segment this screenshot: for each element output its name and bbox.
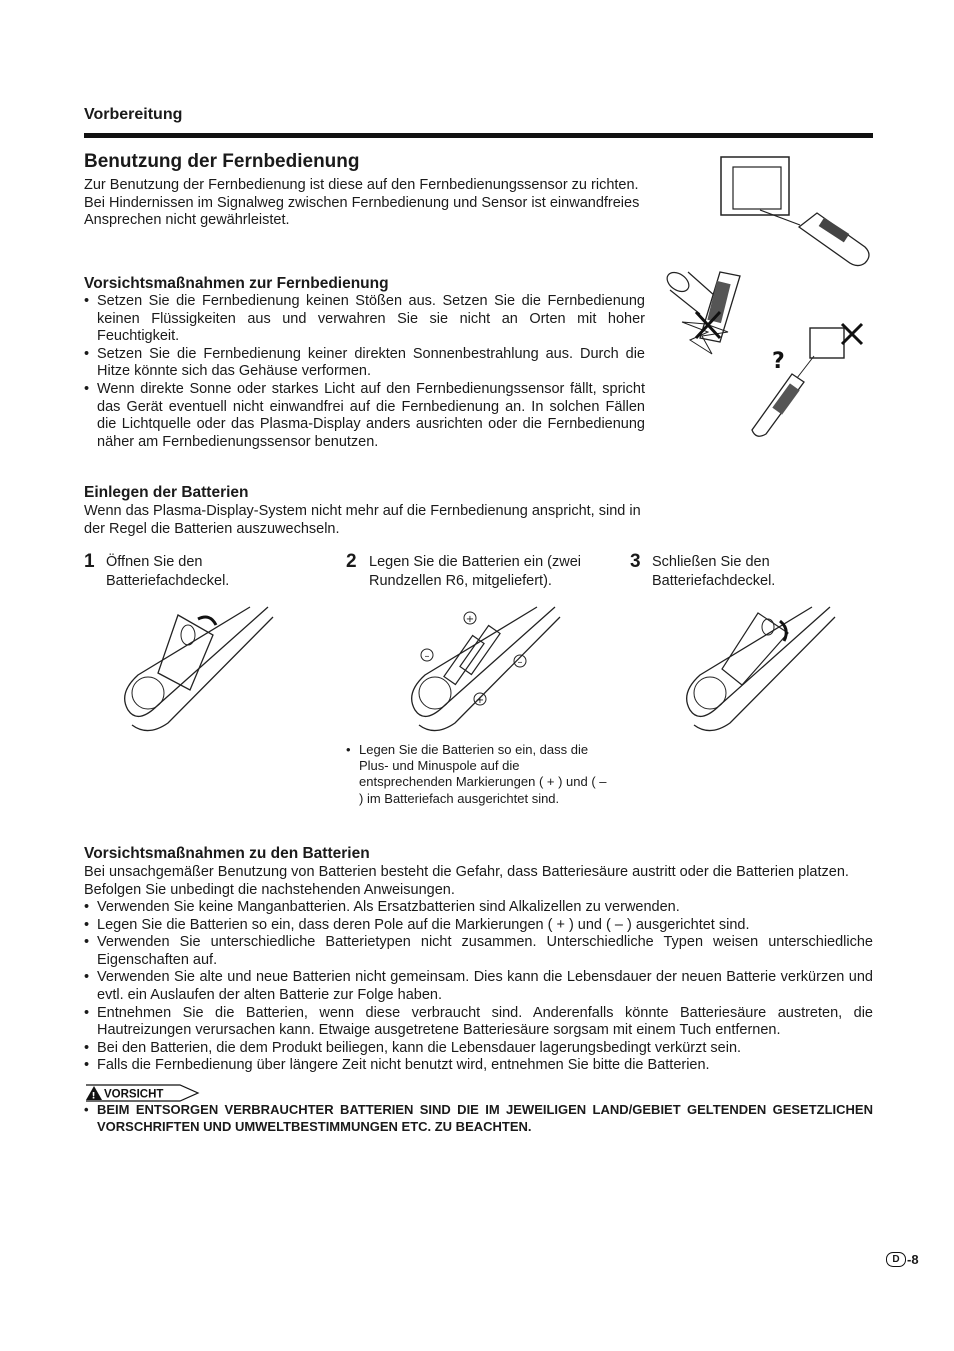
- step-text-2: Legen Sie die Batterien ein (zwei Rundzellen R6, mitgeliefert).: [369, 554, 581, 589]
- plus-mark: +: [475, 695, 485, 706]
- page-number: [886, 1252, 919, 1267]
- list-item: • Falls die Fernbedienung über längere Zeit nicht benutzt wird, entnehmen Sie bitte die Batterien.: [84, 1057, 873, 1075]
- step-number-2: 2: [346, 551, 357, 572]
- intro-text: Zur Benutzung der Fernbedienung ist diese auf den Fernbedienungssensor zu richten. Bei Hindernissen im Signalweg zwischen Fernbedienung und Sensor ist einwandfreies Ansprechen nicht gewährleistet.: [84, 177, 640, 229]
- list-item: • Bei den Batterien, die dem Produkt beiliegen, kann die Lebensdauer lagerungsbedingt verkürzt sein.: [84, 1040, 873, 1058]
- battery-insert-heading: Einlegen der Batterien: [84, 484, 249, 501]
- list-item: • Entnehmen Sie die Batterien, wenn diese verbraucht sind. Anderenfalls könnte Batteriesäure austreten, die Hautreizungen verursachen kann. Etwaige ausgetretene Batteriesäure sorgsam mit einem Tuch entfernen.: [84, 1005, 873, 1040]
- question-mark: ?: [772, 349, 785, 374]
- plus-mark: +: [465, 614, 475, 625]
- section-label: Vorbereitung: [84, 106, 183, 123]
- list-item: • Verwenden Sie unterschiedliche Batterietypen nicht zusammen. Unterschiedliche Typen weisen unterschiedliche Eigenschaften auf.: [84, 934, 873, 969]
- remote-sunlight-illustration: [752, 318, 872, 438]
- remote-precautions-list: [84, 293, 645, 451]
- remote-aim-illustration: [715, 155, 875, 270]
- list-item: • Legen Sie die Batterien so ein, dass deren Pole auf die Markierungen ( + ) und ( – ) ausgerichtet sind.: [84, 917, 873, 935]
- remote-insert-battery-illustration: [405, 605, 570, 740]
- step-number-3: 3: [630, 551, 641, 572]
- battery-note: [346, 742, 608, 807]
- header-rule: [84, 133, 873, 138]
- remote-damage-illustration: [660, 262, 760, 362]
- battery-precautions-intro: Bei unsachgemäßer Benutzung von Batterien besteht die Gefahr, dass Batteriesäure austritt oder die Batterien platzen. Befolgen Sie unbedingt die nachstehenden Anweisungen.: [84, 864, 849, 898]
- list-item: • Verwenden Sie alte und neue Batterien nicht gemeinsam. Dies kann die Lebensdauer der neuen Batterie verkürzen und evtl. ein Auslaufen der alten Batterie zur Folge haben.: [84, 969, 873, 1004]
- list-item: • Setzen Sie die Fernbedienung keinen Stößen aus. Setzen Sie die Fernbedienung keinen Flüssigkeiten aus und verwahren Sie sie nicht an Orten mit hoher Feuchtigkeit.: [84, 293, 645, 346]
- page-title: Benutzung der Fernbedienung: [84, 151, 360, 172]
- remote-close-cover-illustration: [680, 605, 845, 740]
- step-text-1: Öffnen Sie den Batteriefachdeckel.: [106, 554, 230, 589]
- caution-list: [84, 1101, 873, 1135]
- battery-precautions-list: [84, 899, 873, 1075]
- list-item: • Setzen Sie die Fernbedienung keiner direkten Sonnenbestrahlung aus. Durch die Hitze könnte sich das Gehäuse verformen.: [84, 346, 645, 381]
- svg-text:!: !: [91, 1091, 96, 1102]
- minus-mark: –: [517, 657, 523, 668]
- list-item: • Wenn direkte Sonne oder starkes Licht auf den Fernbedienungssensor fällt, spricht das Gerät eventuell nicht einwandfrei auf die Fernbedienung an. In solchen Fällen die Lichtquelle oder das Plasma-Display anders ausrichten oder die Fernbedienung näher am Fernbedienungssensor benutzen.: [84, 381, 645, 451]
- page-letter-badge: D: [886, 1252, 906, 1267]
- battery-precautions-heading: Vorsichtsmaßnahmen zu den Batterien: [84, 845, 370, 862]
- list-item: • Verwenden Sie keine Manganbatterien. Als Ersatzbatterien sind Alkalizellen zu verwenden.: [84, 899, 873, 917]
- list-item: • Legen Sie die Batterien so ein, dass die Plus- und Minuspole auf die entsprechenden Markierungen ( + ) und ( – ) im Batteriefach ausgerichtet sind.: [346, 742, 608, 807]
- remote-precautions-heading: Vorsichtsmaßnahmen zur Fernbedienung: [84, 275, 389, 292]
- minus-mark: –: [424, 651, 430, 662]
- step-number-1: 1: [84, 551, 95, 572]
- battery-insert-text: Wenn das Plasma-Display-System nicht mehr auf die Fernbedienung anspricht, sind in der Regel die Batterien auszuwechseln.: [84, 503, 641, 537]
- step-text-3: Schließen Sie den Batteriefachdeckel.: [652, 554, 776, 589]
- page-number-text: -8: [907, 1252, 919, 1267]
- caution-label-text: VORSICHT: [104, 1088, 164, 1101]
- caution-label: [84, 1084, 200, 1102]
- list-item: • BEIM ENTSORGEN VERBRAUCHTER BATTERIEN SIND DIE IM JEWEILIGEN LAND/GEBIET GELTENDEN GESETZLICHEN VORSCHRIFTEN UND UMWELTBESTIMMUNGEN ETC. ZU BEACHTEN.: [84, 1101, 873, 1135]
- remote-open-cover-illustration: [118, 605, 283, 740]
